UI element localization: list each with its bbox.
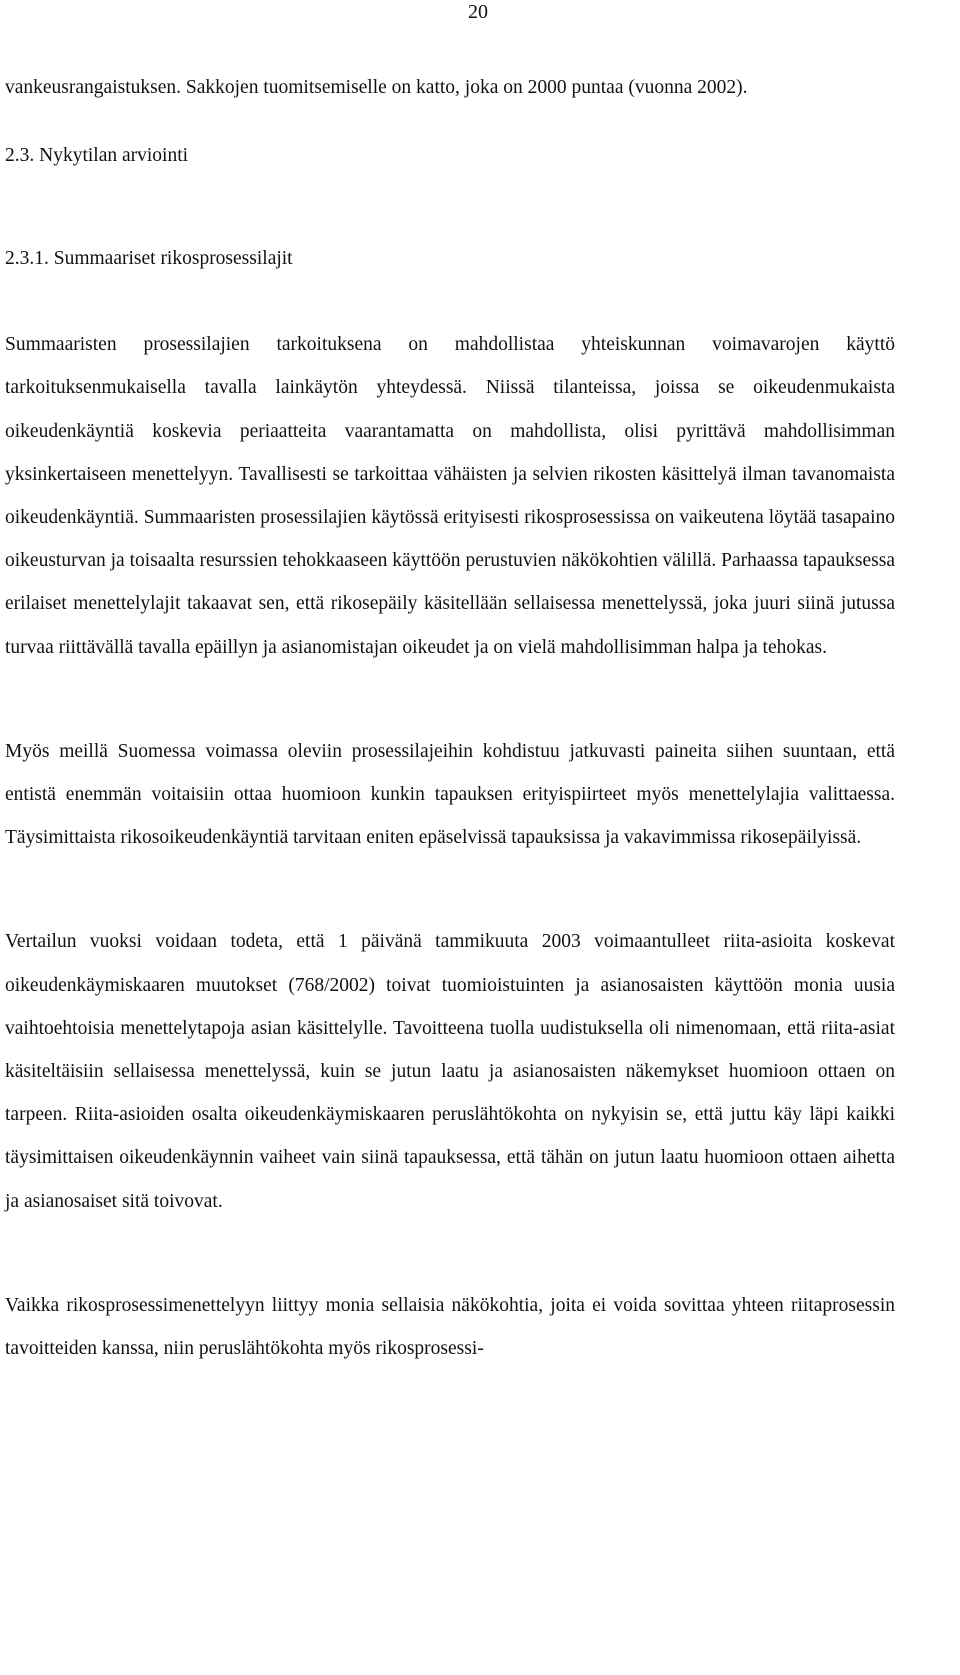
body-paragraph: Myös meillä Suomessa voimassa oleviin prosessilajeihin kohdistuu jatkuvasti paineita siihen suuntaan, että entistä enemmän voitaisiin ottaa huomioon kunkin tapauksen erityispiirteet myös menettelylajia valittaessa. Täysimittaista rikosoikeudenkäyntiä tarvitaan eniten epäselvissä tapauksissa ja vakavimmissa rikosepäilyissä. bbox=[5, 740, 895, 849]
subsection-heading: 2.3.1. Summaariset rikosprosessilajit bbox=[5, 248, 293, 270]
body-paragraph: Summaaristen prosessilajien tarkoituksena on mahdollistaa yhteiskunnan voimavarojen käyttö tarkoituksenmukaisella tavalla lainkäytön yhteydessä. Niissä tilanteissa, joissa se oikeudenmukaista oikeudenkäyntiä koskevia periaatteita vaarantamatta on mahdollista, olisi pyrittävä mahdollisimman yksinkertaiseen menettelyyn. Tavallisesti se tarkoittaa vähäisten ja selvien rikosten käsittelyä ilman tavanomaista oikeudenkäyntiä. Summaaristen prosessilajien käytössä erityisesti rikosprosessissa on vaikeutena löytää tasapaino oikeusturvan ja toisaalta resurssien tehokkaaseen käyttöön perustuvien näkökohtien välillä. Parhaassa tapauksessa erilaiset menettelylajit takaavat sen, että rikosepäily käsitellään sellaisessa menettelyssä, joka juuri siinä jutussa turvaa riittävällä tavalla epäillyn ja asianomistajan oikeudet ja on vielä mahdollisimman halpa ja tehokas. bbox=[5, 334, 895, 658]
body-paragraph: Vertailun vuoksi voidaan todeta, että 1 päivänä tammikuuta 2003 voimaantulleet riita-asioita koskevat oikeudenkäymiskaaren muutokset (768/2002) toivat tuomioistuinten ja asianosaisten käyttöön monia uusia vaihtoehtoisia menettelytapoja asian käsittelylle. Tavoitteena tuolla uudistuksella oli nimenomaan, että riita-asiat käsiteltäisiin sellaisessa menettelyssä, kuin se jutun laatu ja asianosaisten näkemykset huomioon ottaen on tarpeen. Riita-asioiden osalta oikeudenkäymiskaaren peruslähtökohta on nykyisin se, että juttu käy läpi kaikki täysimittaisen oikeudenkäynnin vaiheet vain siinä tapauksessa, että tähän on jutun laatu huomioon ottaen aihetta ja asianosaiset sitä toivovat. bbox=[5, 931, 895, 1212]
section-heading: 2.3. Nykytilan arviointi bbox=[5, 145, 189, 167]
page-number: 20 bbox=[468, 1, 488, 23]
intro-paragraph: vankeusrangaistuksen. Sakkojen tuomitsemiselle on katto, joka on 2000 puntaa (vuonna 2002). bbox=[5, 77, 748, 98]
body-paragraph: Vaikka rikosprosessimenettelyyn liittyy monia sellaisia näkökohtia, joita ei voida sovittaa yhteen riitaprosessin tavoitteiden kanssa, niin peruslähtökohta myös rikosprosessi- bbox=[5, 1294, 895, 1360]
document-page bbox=[5, 66, 895, 1370]
